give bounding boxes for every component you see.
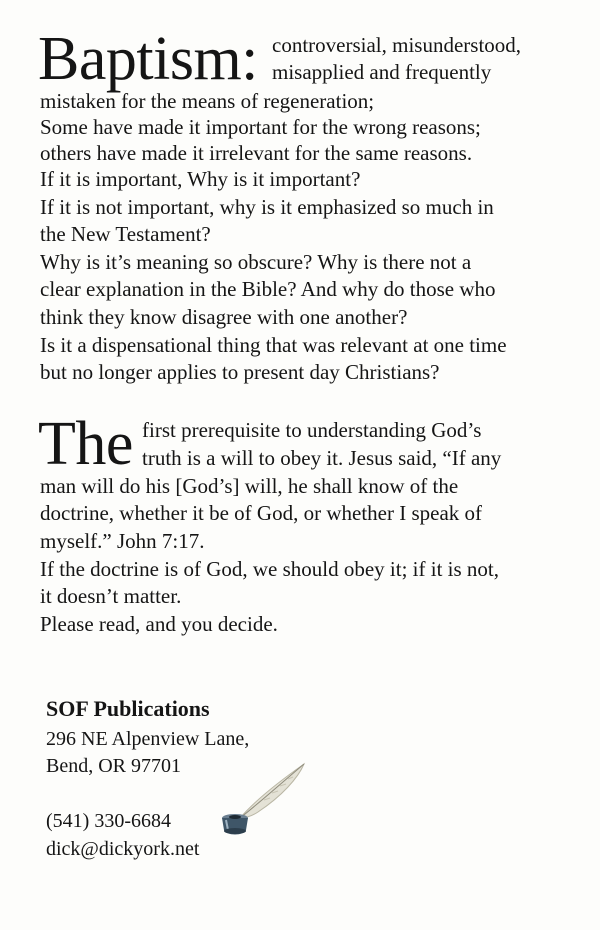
address-line-2: Bend, OR 97701 [46, 755, 181, 777]
baptism-dropcap: Baptism: [38, 25, 258, 93]
body-line: If it is important, Why is it important? [40, 167, 361, 191]
intro-line-1: controversial, misunderstood, [272, 33, 522, 57]
body-line: the New Testament? [40, 222, 211, 246]
phone-number: (541) 330-6684 [46, 810, 171, 832]
email-address: dick@dickyork.net [46, 838, 200, 860]
body-line: think they know disagree with one another? [40, 305, 408, 329]
body-line: man will do his [God’s] will, he shall know of the [40, 474, 459, 498]
body-line: If the doctrine is of God, we should obey it; if it is not, [40, 557, 500, 581]
body-line: mistaken for the means of regeneration; [40, 89, 375, 113]
intro-line-2: misapplied and frequently [272, 60, 492, 84]
body-line: Is it a dispensational thing that was relevant at one time [40, 333, 507, 357]
publisher-name: SOF Publications [46, 696, 210, 721]
body-line: clear explanation in the Bible? And why do those who [40, 277, 496, 301]
body-line: If it is not important, why is it emphasized so much in [40, 195, 494, 219]
body-line: Some have made it important for the wrong reasons; [40, 115, 481, 139]
the-dropcap: The [38, 410, 133, 478]
body-line: myself.” John 7:17. [40, 529, 205, 553]
body-line: Please read, and you decide. [40, 612, 278, 636]
body-line: it doesn’t matter. [40, 584, 182, 608]
quill-and-inkwell-icon [218, 760, 313, 840]
para2-line-2: truth is a will to obey it. Jesus said, “If any [142, 446, 502, 470]
body-line: others have made it irrelevant for the same reasons. [40, 141, 473, 165]
body-line: doctrine, whether it be of God, or whether I speak of [40, 501, 483, 525]
body-line: but no longer applies to present day Christians? [40, 360, 440, 384]
body-line: Why is it’s meaning so obscure? Why is there not a [40, 250, 472, 274]
address-line-1: 296 NE Alpenview Lane, [46, 728, 250, 750]
para2-line-1: first prerequisite to understanding God’s [142, 418, 482, 442]
